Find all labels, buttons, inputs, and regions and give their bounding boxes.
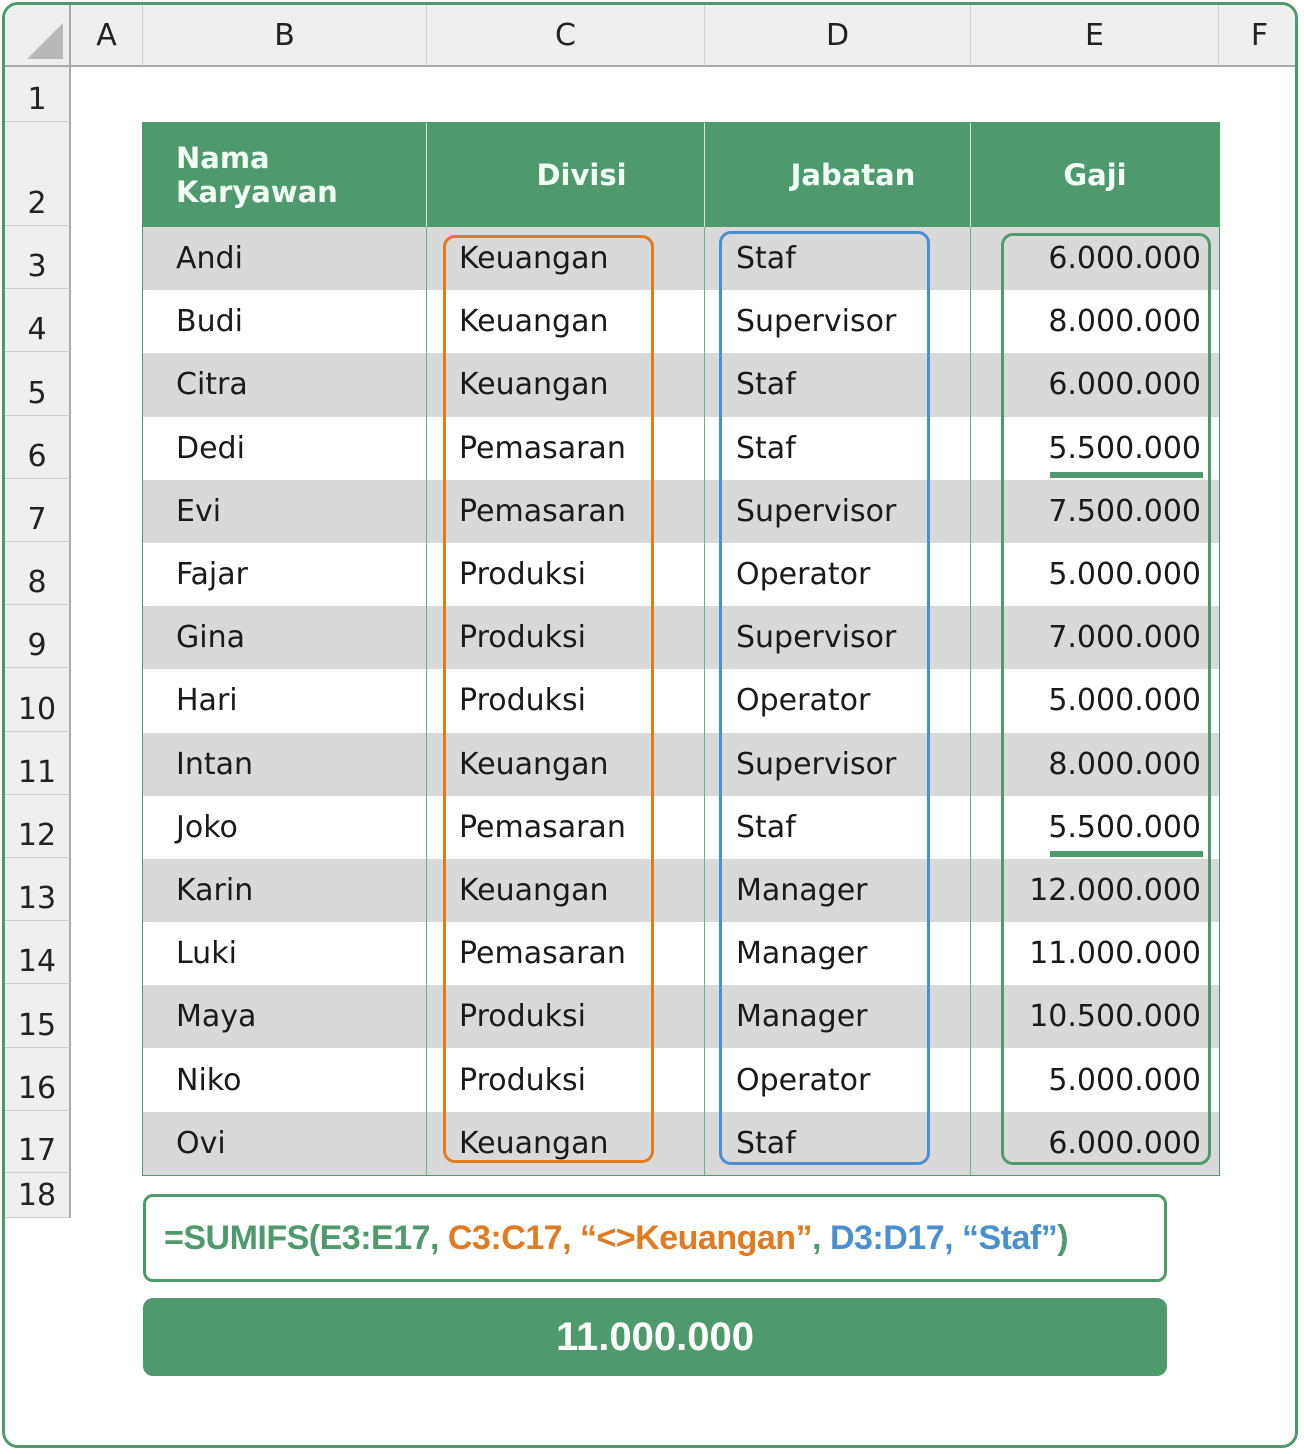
cell-divisi[interactable]: [427, 796, 705, 859]
cell-divisi-value: Pemasaran: [459, 430, 626, 466]
cell-gaji[interactable]: [971, 796, 1219, 859]
cell-jabatan[interactable]: [705, 417, 971, 480]
cell-divisi[interactable]: [427, 480, 705, 543]
cell-gaji[interactable]: [971, 1112, 1219, 1175]
cell-divisi-value: Keuangan: [459, 367, 609, 403]
cell-gaji[interactable]: [971, 669, 1219, 732]
formula-part: ): [1057, 1218, 1069, 1257]
cell-divisi[interactable]: [427, 606, 705, 669]
cell-jabatan-value: Operator: [736, 557, 871, 593]
cell-jabatan[interactable]: [705, 733, 971, 796]
header-divisi[interactable]: Divisi: [427, 123, 705, 227]
table-row: [143, 417, 1219, 480]
cell-nama-value: Luki: [176, 936, 237, 972]
cell-gaji[interactable]: [971, 922, 1219, 985]
cell-jabatan-value: Staf: [736, 1125, 796, 1161]
row-header-2[interactable]: 2: [5, 122, 71, 226]
cell-nama[interactable]: [143, 859, 427, 922]
table-row: [143, 480, 1219, 543]
cell-gaji-value: 7.500.000: [1048, 493, 1201, 529]
formula-part: C3:C17, “<>Keuangan”: [447, 1218, 813, 1257]
formula-part: ,: [812, 1218, 830, 1257]
cell-divisi-value: Pemasaran: [459, 936, 626, 972]
cell-gaji-value: 5.000.000: [1048, 683, 1201, 719]
result-box: 11.000.000: [143, 1298, 1167, 1376]
table-row: [143, 290, 1219, 353]
cell-gaji-value: 11.000.000: [1029, 936, 1201, 972]
cell-gaji-value: 6.000.000: [1048, 367, 1201, 403]
cell-divisi[interactable]: [427, 290, 705, 353]
cell-jabatan[interactable]: [705, 543, 971, 606]
cell-jabatan-value: Manager: [736, 872, 868, 908]
cell-gaji-value: 5.500.000: [1048, 809, 1201, 845]
column-header-d[interactable]: D: [705, 5, 971, 67]
cell-divisi[interactable]: [427, 417, 705, 480]
cell-nama[interactable]: [143, 985, 427, 1048]
cell-nama-value: Fajar: [176, 557, 248, 593]
row-header-13[interactable]: 13: [5, 858, 71, 921]
cell-jabatan[interactable]: [705, 227, 971, 290]
select-all-corner[interactable]: [5, 5, 71, 67]
table-row: [143, 353, 1219, 416]
cell-nama[interactable]: [143, 1048, 427, 1111]
cell-jabatan[interactable]: [705, 290, 971, 353]
cell-jabatan[interactable]: [705, 922, 971, 985]
cell-divisi-value: Produksi: [459, 683, 586, 719]
cell-nama-value: Budi: [176, 304, 243, 340]
cell-jabatan[interactable]: [705, 353, 971, 416]
row-header-15[interactable]: 15: [5, 984, 71, 1047]
table-row: [143, 606, 1219, 669]
cell-jabatan-value: Supervisor: [736, 620, 897, 656]
cell-gaji-value: 6.000.000: [1048, 1125, 1201, 1161]
spreadsheet-frame: [2, 2, 1298, 1448]
cell-divisi-value: Keuangan: [459, 304, 609, 340]
cell-nama-value: Niko: [176, 1062, 242, 1098]
header-nama-karyawan[interactable]: Nama Karyawan: [143, 123, 427, 227]
table-row: [143, 859, 1219, 922]
cell-jabatan-value: Operator: [736, 1062, 871, 1098]
cell-divisi-value: Keuangan: [459, 872, 609, 908]
cell-gaji-value: 5.000.000: [1048, 1062, 1201, 1098]
match-underline: [1050, 472, 1203, 478]
cell-nama[interactable]: [143, 606, 427, 669]
column-header-c[interactable]: C: [427, 5, 705, 67]
table-header-row: [143, 123, 1219, 227]
row-header-5[interactable]: 5: [5, 352, 71, 415]
cell-gaji[interactable]: [971, 1048, 1219, 1111]
cell-gaji[interactable]: [971, 543, 1219, 606]
row-header-6[interactable]: 6: [5, 416, 71, 479]
cell-divisi-value: Produksi: [459, 557, 586, 593]
cell-jabatan[interactable]: [705, 606, 971, 669]
table-row: [143, 1048, 1219, 1111]
cell-nama[interactable]: [143, 669, 427, 732]
cell-nama-value: Karin: [176, 872, 254, 908]
cell-gaji-value: 10.500.000: [1029, 999, 1201, 1035]
cell-jabatan[interactable]: [705, 1112, 971, 1175]
cell-divisi-value: Keuangan: [459, 1125, 609, 1161]
cell-divisi-value: Produksi: [459, 999, 586, 1035]
cell-divisi-value: Produksi: [459, 1062, 586, 1098]
cell-divisi-value: Produksi: [459, 620, 586, 656]
cell-divisi[interactable]: [427, 985, 705, 1048]
cell-nama[interactable]: [143, 733, 427, 796]
cell-nama[interactable]: [143, 1112, 427, 1175]
cell-nama-value: Andi: [176, 241, 243, 277]
row-header-3[interactable]: 3: [5, 226, 71, 289]
cell-divisi[interactable]: [427, 353, 705, 416]
row-header-9[interactable]: 9: [5, 605, 71, 668]
table-row: [143, 922, 1219, 985]
formula-part: =SUMIFS(E3:E17,: [164, 1218, 448, 1257]
cell-jabatan-value: Operator: [736, 683, 871, 719]
cell-nama-value: Dedi: [176, 430, 245, 466]
cell-gaji-value: 6.000.000: [1048, 241, 1201, 277]
cell-jabatan[interactable]: [705, 796, 971, 859]
cell-gaji[interactable]: [971, 985, 1219, 1048]
cell-nama[interactable]: [143, 290, 427, 353]
cell-nama-value: Ovi: [176, 1125, 226, 1161]
cell-jabatan-value: Supervisor: [736, 493, 897, 529]
column-header-e[interactable]: E: [971, 5, 1219, 67]
row-header-10[interactable]: 10: [5, 668, 71, 731]
column-header-b[interactable]: B: [143, 5, 427, 67]
cell-nama-value: Joko: [176, 809, 238, 845]
table-row: [143, 669, 1219, 732]
cell-gaji-value: 5.500.000: [1048, 430, 1201, 466]
cell-gaji[interactable]: [971, 480, 1219, 543]
cell-nama-value: Gina: [176, 620, 245, 656]
formula-box: [143, 1194, 1167, 1282]
cell-nama[interactable]: [143, 796, 427, 859]
table-row: [143, 733, 1219, 796]
row-header-4[interactable]: 4: [5, 289, 71, 352]
cell-jabatan-value: Staf: [736, 430, 796, 466]
row-header-17[interactable]: 17: [5, 1111, 71, 1173]
cell-nama-value: Hari: [176, 683, 238, 719]
cell-nama[interactable]: [143, 417, 427, 480]
cell-jabatan[interactable]: [705, 480, 971, 543]
cell-jabatan-value: Supervisor: [736, 746, 897, 782]
cell-gaji[interactable]: [971, 606, 1219, 669]
cell-gaji[interactable]: [971, 290, 1219, 353]
cell-divisi[interactable]: [427, 1112, 705, 1175]
cell-jabatan-value: Staf: [736, 809, 796, 845]
cell-divisi-value: Keuangan: [459, 241, 609, 277]
cell-divisi-value: Keuangan: [459, 746, 609, 782]
cell-divisi[interactable]: [427, 1048, 705, 1111]
cell-jabatan-value: Manager: [736, 936, 868, 972]
column-header-f[interactable]: F: [1219, 5, 1298, 67]
cell-jabatan-value: Staf: [736, 367, 796, 403]
cell-nama-value: Citra: [176, 367, 248, 403]
cell-gaji[interactable]: [971, 859, 1219, 922]
cell-divisi[interactable]: [427, 543, 705, 606]
select-all-triangle-icon: [27, 23, 63, 59]
cell-nama-value: Maya: [176, 999, 257, 1035]
cell-nama[interactable]: [143, 922, 427, 985]
row-header-16[interactable]: 16: [5, 1048, 71, 1111]
cell-gaji-value: 7.000.000: [1048, 620, 1201, 656]
table-row: [143, 543, 1219, 606]
header-jabatan[interactable]: Jabatan: [705, 123, 971, 227]
cell-gaji-value: 5.000.000: [1048, 557, 1201, 593]
row-header-8[interactable]: 8: [5, 542, 71, 605]
table-row: [143, 985, 1219, 1048]
cell-divisi[interactable]: [427, 922, 705, 985]
row-header-11[interactable]: 11: [5, 732, 71, 795]
formula-part: D3:D17, “Staf”: [829, 1218, 1058, 1257]
row-header-18[interactable]: 18: [5, 1173, 71, 1218]
cell-nama-value: Evi: [176, 493, 222, 529]
cell-nama[interactable]: [143, 227, 427, 290]
cell-nama[interactable]: [143, 543, 427, 606]
employee-table: [142, 122, 1220, 1176]
cell-jabatan[interactable]: [705, 669, 971, 732]
cell-nama[interactable]: [143, 353, 427, 416]
cell-divisi[interactable]: [427, 227, 705, 290]
cell-divisi-value: Pemasaran: [459, 493, 626, 529]
table-row: [143, 796, 1219, 859]
row-header-7[interactable]: 7: [5, 479, 71, 542]
cell-nama[interactable]: [143, 480, 427, 543]
cell-gaji[interactable]: [971, 227, 1219, 290]
cell-divisi-value: Pemasaran: [459, 809, 626, 845]
cell-gaji-value: 12.000.000: [1029, 872, 1201, 908]
cell-jabatan[interactable]: [705, 985, 971, 1048]
cell-gaji-value: 8.000.000: [1048, 746, 1201, 782]
row-header-1[interactable]: 1: [5, 67, 71, 122]
cell-jabatan-value: Staf: [736, 241, 796, 277]
cell-gaji[interactable]: [971, 417, 1219, 480]
cell-nama-value: Intan: [176, 746, 254, 782]
table-row: [143, 1112, 1219, 1175]
cell-jabatan[interactable]: [705, 1048, 971, 1111]
cell-divisi[interactable]: [427, 733, 705, 796]
cell-jabatan-value: Manager: [736, 999, 868, 1035]
column-header-a[interactable]: A: [71, 5, 143, 67]
row-header-12[interactable]: 12: [5, 795, 71, 858]
cell-gaji[interactable]: [971, 733, 1219, 796]
table-row: [143, 227, 1219, 290]
match-underline: [1050, 851, 1203, 857]
cell-divisi[interactable]: [427, 669, 705, 732]
cell-gaji-value: 8.000.000: [1048, 304, 1201, 340]
cell-jabatan[interactable]: [705, 859, 971, 922]
cell-divisi[interactable]: [427, 859, 705, 922]
header-gaji[interactable]: Gaji: [1063, 158, 1127, 192]
row-header-14[interactable]: 14: [5, 921, 71, 984]
cell-gaji[interactable]: [971, 353, 1219, 416]
cell-jabatan-value: Supervisor: [736, 304, 897, 340]
